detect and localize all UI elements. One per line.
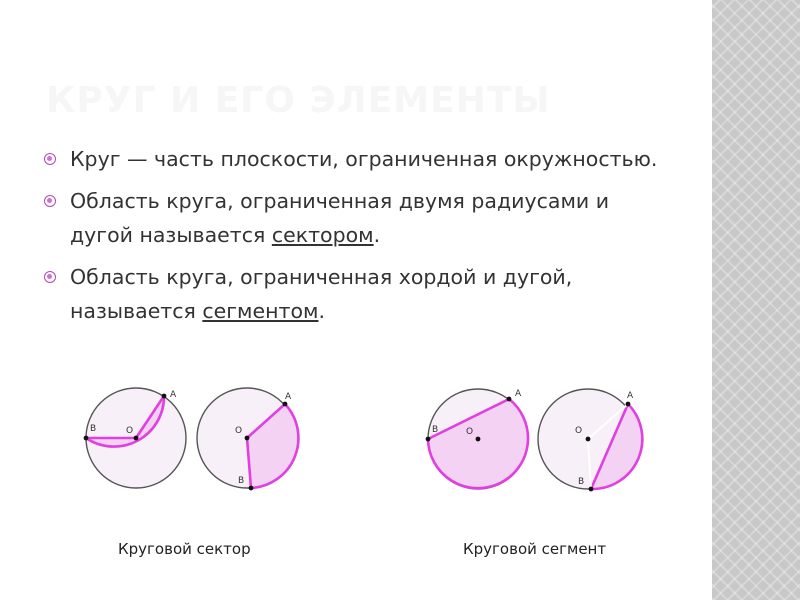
- decorative-side-band: [712, 0, 800, 600]
- point-o: [134, 436, 139, 441]
- label-a: A: [515, 389, 522, 399]
- bullet-ring-icon: [44, 195, 56, 207]
- bullet-text-end: .: [373, 223, 381, 247]
- bullet-list: [44, 142, 664, 336]
- point-b: [426, 437, 431, 442]
- point-a: [507, 397, 512, 402]
- label-a: A: [170, 390, 177, 400]
- point-b: [249, 486, 254, 491]
- label-b: B: [238, 476, 245, 486]
- point-a: [283, 402, 288, 407]
- point-o: [586, 437, 591, 442]
- label-o: O: [235, 426, 243, 436]
- figures-area: [0, 380, 712, 510]
- term-sector: сектором: [271, 223, 374, 247]
- segment-figure-1: [426, 389, 528, 489]
- label-o: O: [126, 426, 134, 436]
- sector-figure-2: [197, 388, 298, 490]
- label-b: B: [578, 477, 585, 487]
- label-b: B: [90, 424, 97, 434]
- bullet-item-sector: [44, 184, 664, 252]
- label-a: A: [627, 391, 634, 401]
- bullet-item-circle: [44, 142, 664, 176]
- bullet-ring-icon: [44, 153, 56, 165]
- bullet-text: Круг — часть плоскости, ограниченная окружностью.: [70, 147, 658, 171]
- bullet-ring-icon: [44, 271, 56, 283]
- point-b: [84, 436, 89, 441]
- point-a: [162, 394, 167, 399]
- segment-figure-2: [538, 389, 642, 491]
- bullet-text-end: .: [318, 299, 325, 323]
- sector-figure-1: [84, 388, 186, 488]
- bullet-item-segment: [44, 260, 664, 328]
- label-b: B: [432, 425, 439, 435]
- point-o: [476, 437, 481, 442]
- point-b: [589, 487, 594, 492]
- point-a: [626, 402, 631, 407]
- bullet-text: Область круга, ограниченная двумя радиусами и дугой называется: [70, 189, 610, 247]
- bullet-text: Область круга, ограниченная хордой и дугой, называется: [70, 265, 573, 323]
- label-o: O: [466, 427, 474, 437]
- slide-title: КРУГ И ЕГО ЭЛЕМЕНТЫ: [46, 80, 551, 121]
- caption-segment: Круговой сегмент: [463, 540, 607, 558]
- term-segment: сегментом: [202, 299, 319, 323]
- label-a: A: [285, 392, 292, 402]
- label-o: O: [575, 426, 583, 436]
- caption-sector: Круговой сектор: [118, 540, 251, 558]
- point-o: [245, 436, 250, 441]
